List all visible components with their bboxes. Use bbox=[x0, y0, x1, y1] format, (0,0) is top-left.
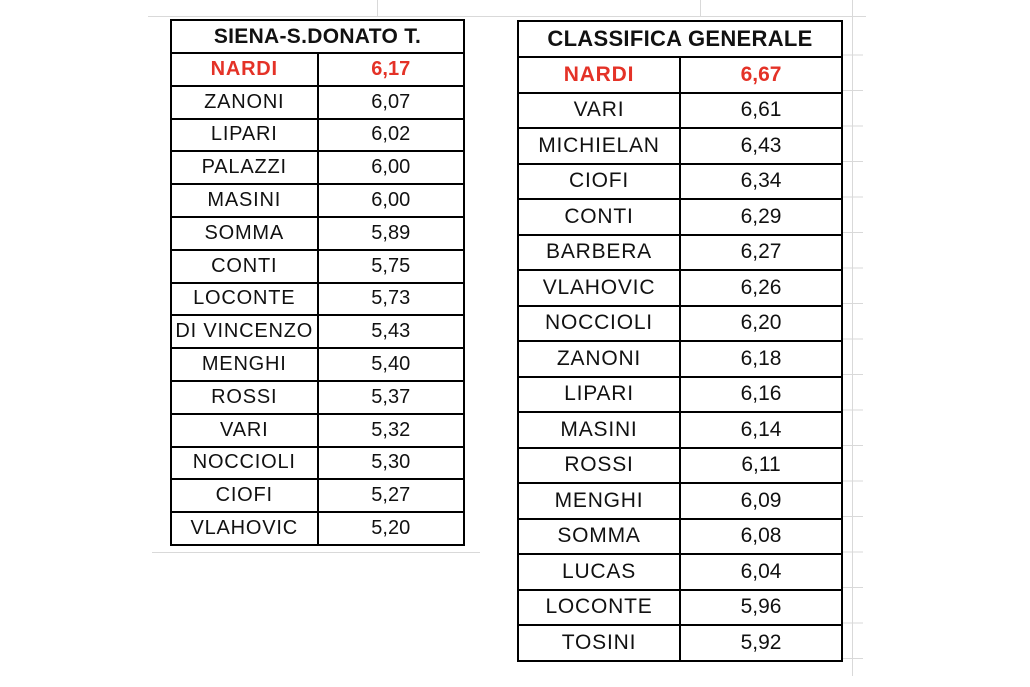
table-row bbox=[171, 414, 464, 447]
player-name: LIPARI bbox=[518, 377, 680, 413]
player-name: SOMMA bbox=[518, 519, 680, 555]
player-rating: 6,17 bbox=[318, 53, 465, 86]
table-row bbox=[171, 250, 464, 283]
player-rating: 6,34 bbox=[680, 164, 842, 200]
player-name: ZANONI bbox=[171, 86, 318, 119]
player-rating: 6,16 bbox=[680, 377, 842, 413]
table-header-row bbox=[518, 21, 842, 57]
player-rating: 6,61 bbox=[680, 93, 842, 129]
player-rating: 6,27 bbox=[680, 235, 842, 271]
player-name: PALAZZI bbox=[171, 151, 318, 184]
table-row bbox=[518, 199, 842, 235]
player-rating: 5,73 bbox=[318, 283, 465, 316]
spreadsheet-gridline bbox=[377, 0, 378, 16]
table-row bbox=[171, 151, 464, 184]
table-row bbox=[171, 348, 464, 381]
player-name: BARBERA bbox=[518, 235, 680, 271]
player-rating: 6,07 bbox=[318, 86, 465, 119]
table-row bbox=[518, 93, 842, 129]
table-row bbox=[518, 57, 842, 93]
spreadsheet-gridline bbox=[700, 0, 701, 17]
table-row bbox=[518, 128, 842, 164]
player-rating: 6,18 bbox=[680, 341, 842, 377]
player-name: NOCCIOLI bbox=[518, 306, 680, 342]
table-title: SIENA-S.DONATO T. bbox=[171, 20, 464, 53]
spreadsheet-gridline bbox=[152, 552, 480, 553]
player-rating: 5,32 bbox=[318, 414, 465, 447]
table-row bbox=[518, 483, 842, 519]
player-rating: 5,40 bbox=[318, 348, 465, 381]
table-row bbox=[518, 590, 842, 626]
player-name: LUCAS bbox=[518, 554, 680, 590]
player-name: MENGHI bbox=[518, 483, 680, 519]
table-row bbox=[171, 447, 464, 480]
player-rating: 6,00 bbox=[318, 151, 465, 184]
player-name: CIOFI bbox=[171, 479, 318, 512]
player-rating: 5,37 bbox=[318, 381, 465, 414]
table-row bbox=[171, 283, 464, 316]
player-name: SOMMA bbox=[171, 217, 318, 250]
player-name: VLAHOVIC bbox=[518, 270, 680, 306]
player-name: ROSSI bbox=[171, 381, 318, 414]
player-name: MASINI bbox=[171, 184, 318, 217]
table-row bbox=[171, 53, 464, 86]
table-row bbox=[518, 306, 842, 342]
player-name: DI VINCENZO bbox=[171, 315, 318, 348]
player-rating: 6,04 bbox=[680, 554, 842, 590]
table-row bbox=[518, 341, 842, 377]
player-rating: 6,00 bbox=[318, 184, 465, 217]
player-rating: 5,96 bbox=[680, 590, 842, 626]
player-rating: 5,27 bbox=[318, 479, 465, 512]
table-row bbox=[518, 448, 842, 484]
player-name: MENGHI bbox=[171, 348, 318, 381]
player-name: LOCONTE bbox=[171, 283, 318, 316]
player-rating: 5,20 bbox=[318, 512, 465, 545]
table-row bbox=[518, 235, 842, 271]
player-name: NOCCIOLI bbox=[171, 447, 318, 480]
player-name: TOSINI bbox=[518, 625, 680, 661]
player-rating: 6,26 bbox=[680, 270, 842, 306]
player-name: NARDI bbox=[171, 53, 318, 86]
player-name: MICHIELAN bbox=[518, 128, 680, 164]
table-row bbox=[171, 512, 464, 545]
player-rating: 5,30 bbox=[318, 447, 465, 480]
player-rating: 6,29 bbox=[680, 199, 842, 235]
table-row bbox=[518, 377, 842, 413]
player-name: ROSSI bbox=[518, 448, 680, 484]
table-row bbox=[171, 184, 464, 217]
table-row bbox=[171, 479, 464, 512]
player-name: LIPARI bbox=[171, 119, 318, 152]
player-name: ZANONI bbox=[518, 341, 680, 377]
player-name: VLAHOVIC bbox=[171, 512, 318, 545]
table-body bbox=[518, 57, 842, 661]
player-name: CIOFI bbox=[518, 164, 680, 200]
table-header-row bbox=[171, 20, 464, 53]
table-row bbox=[518, 412, 842, 448]
table-row bbox=[518, 554, 842, 590]
player-rating: 5,92 bbox=[680, 625, 842, 661]
player-rating: 6,11 bbox=[680, 448, 842, 484]
table-body bbox=[171, 53, 464, 545]
table-row bbox=[171, 119, 464, 152]
player-name: NARDI bbox=[518, 57, 680, 93]
player-rating: 6,20 bbox=[680, 306, 842, 342]
table-row bbox=[171, 217, 464, 250]
player-name: VARI bbox=[518, 93, 680, 129]
player-rating: 6,02 bbox=[318, 119, 465, 152]
table-row bbox=[518, 519, 842, 555]
table-row bbox=[171, 381, 464, 414]
player-rating: 6,09 bbox=[680, 483, 842, 519]
spreadsheet-gridline-stubs bbox=[843, 20, 863, 670]
table-row bbox=[518, 270, 842, 306]
player-rating: 5,89 bbox=[318, 217, 465, 250]
player-name: MASINI bbox=[518, 412, 680, 448]
player-name: LOCONTE bbox=[518, 590, 680, 626]
match-ratings-table bbox=[170, 19, 465, 546]
spreadsheet-gridline bbox=[148, 16, 866, 17]
player-rating: 6,08 bbox=[680, 519, 842, 555]
player-rating: 5,75 bbox=[318, 250, 465, 283]
player-rating: 6,43 bbox=[680, 128, 842, 164]
player-name: VARI bbox=[171, 414, 318, 447]
player-rating: 6,67 bbox=[680, 57, 842, 93]
table-title: CLASSIFICA GENERALE bbox=[518, 21, 842, 57]
player-rating: 6,14 bbox=[680, 412, 842, 448]
table-row bbox=[171, 86, 464, 119]
table-row bbox=[518, 164, 842, 200]
overall-standings-table bbox=[517, 20, 843, 662]
table-row bbox=[171, 315, 464, 348]
player-rating: 5,43 bbox=[318, 315, 465, 348]
player-name: CONTI bbox=[171, 250, 318, 283]
player-name: CONTI bbox=[518, 199, 680, 235]
table-row bbox=[518, 625, 842, 661]
